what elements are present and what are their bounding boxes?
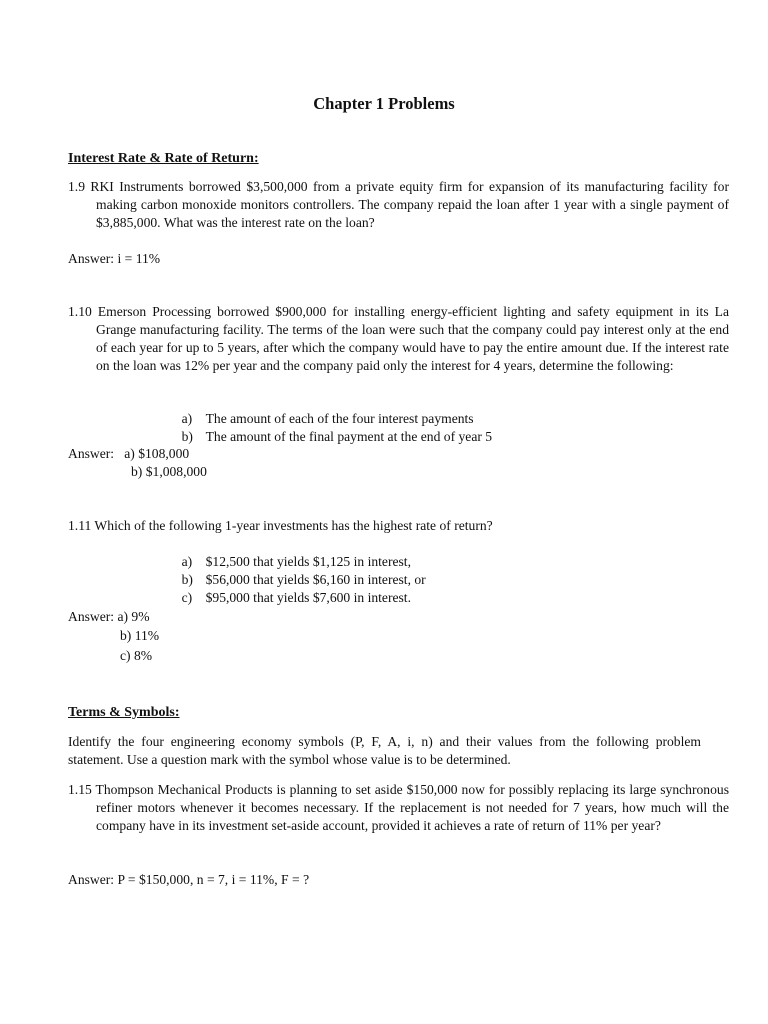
page-title: Chapter 1 Problems xyxy=(313,94,455,113)
problem-1-10-answer-a: Answer: a) $108,000 xyxy=(68,446,190,461)
problem-1-15-text: 1.15 Thompson Mechanical Products is planning to set aside $150,000 now for possibly replacing its large synchronous refiner motors whenever it becomes necessary. If the replacement is not needed for 7 years, how much will the company have in its investment set-aside account, provided it achieves a rate of return of 11% per year? xyxy=(68,782,729,833)
problem-1-9-text: 1.9 RKI Instruments borrowed $3,500,000 from a private equity firm for expansion of its manufacturing facility for making carbon monoxide monitors controllers. The company repaid the loan after 1 year with a single payment of $3,885,000. What was the interest rate on the loan? xyxy=(68,179,729,230)
problem-1-11-answer-b: b) 11% xyxy=(120,628,160,643)
problem-1-11-text: 1.11 Which of the following 1-year investments has the highest rate of return? xyxy=(68,518,493,533)
option-label: b) xyxy=(181,572,193,587)
option-label: a) xyxy=(181,554,193,569)
option-text: The amount of each of the four interest payments xyxy=(205,411,474,426)
problem-1-10-answer-b: b) $1,008,000 xyxy=(131,464,207,479)
option-text: The amount of the final payment at the end of year 5 xyxy=(205,429,493,444)
option-text: $56,000 that yields $6,160 in interest, or xyxy=(205,572,426,587)
problem-1-10-option-b xyxy=(168,410,492,464)
problem-1-11-answer-c: c) 8% xyxy=(120,648,153,663)
option-text: $12,500 that yields $1,125 in interest, xyxy=(205,554,411,569)
section-heading-terms-symbols: Terms & Symbols: xyxy=(68,705,180,720)
problem-1-11-answer-a: Answer: a) 9% xyxy=(68,609,150,624)
problem-1-15-answer: Answer: P = $150,000, n = 7, i = 11%, F = ? xyxy=(68,872,310,887)
option-label: c) xyxy=(181,590,193,605)
section-intro: Identify the four engineering economy symbols (P, F, A, i, n) and their values from the following problem statement. Use a question mark with the symbol whose value is to be determined. xyxy=(68,734,701,767)
problem-1-9-answer: Answer: i = 11% xyxy=(68,251,161,266)
problem-1-10-text: 1.10 Emerson Processing borrowed $900,000 for installing energy-efficient lighting and safety equipment in its La Grange manufacturing facility. The terms of the loan were such that the company could pay interest only at the end of each year for up to 5 years, after which the company would have to pay the entire amount due. If the interest rate on the loan was 12% per year and the company paid only the interest for 4 years, determine the following: xyxy=(68,304,729,373)
problem-1-11-option-c xyxy=(168,571,411,625)
option-text: $95,000 that yields $7,600 in interest. xyxy=(205,590,411,605)
section-heading-interest-rate: Interest Rate & Rate of Return: xyxy=(68,151,259,166)
option-label: a) xyxy=(181,411,193,426)
option-label: b) xyxy=(181,429,193,444)
